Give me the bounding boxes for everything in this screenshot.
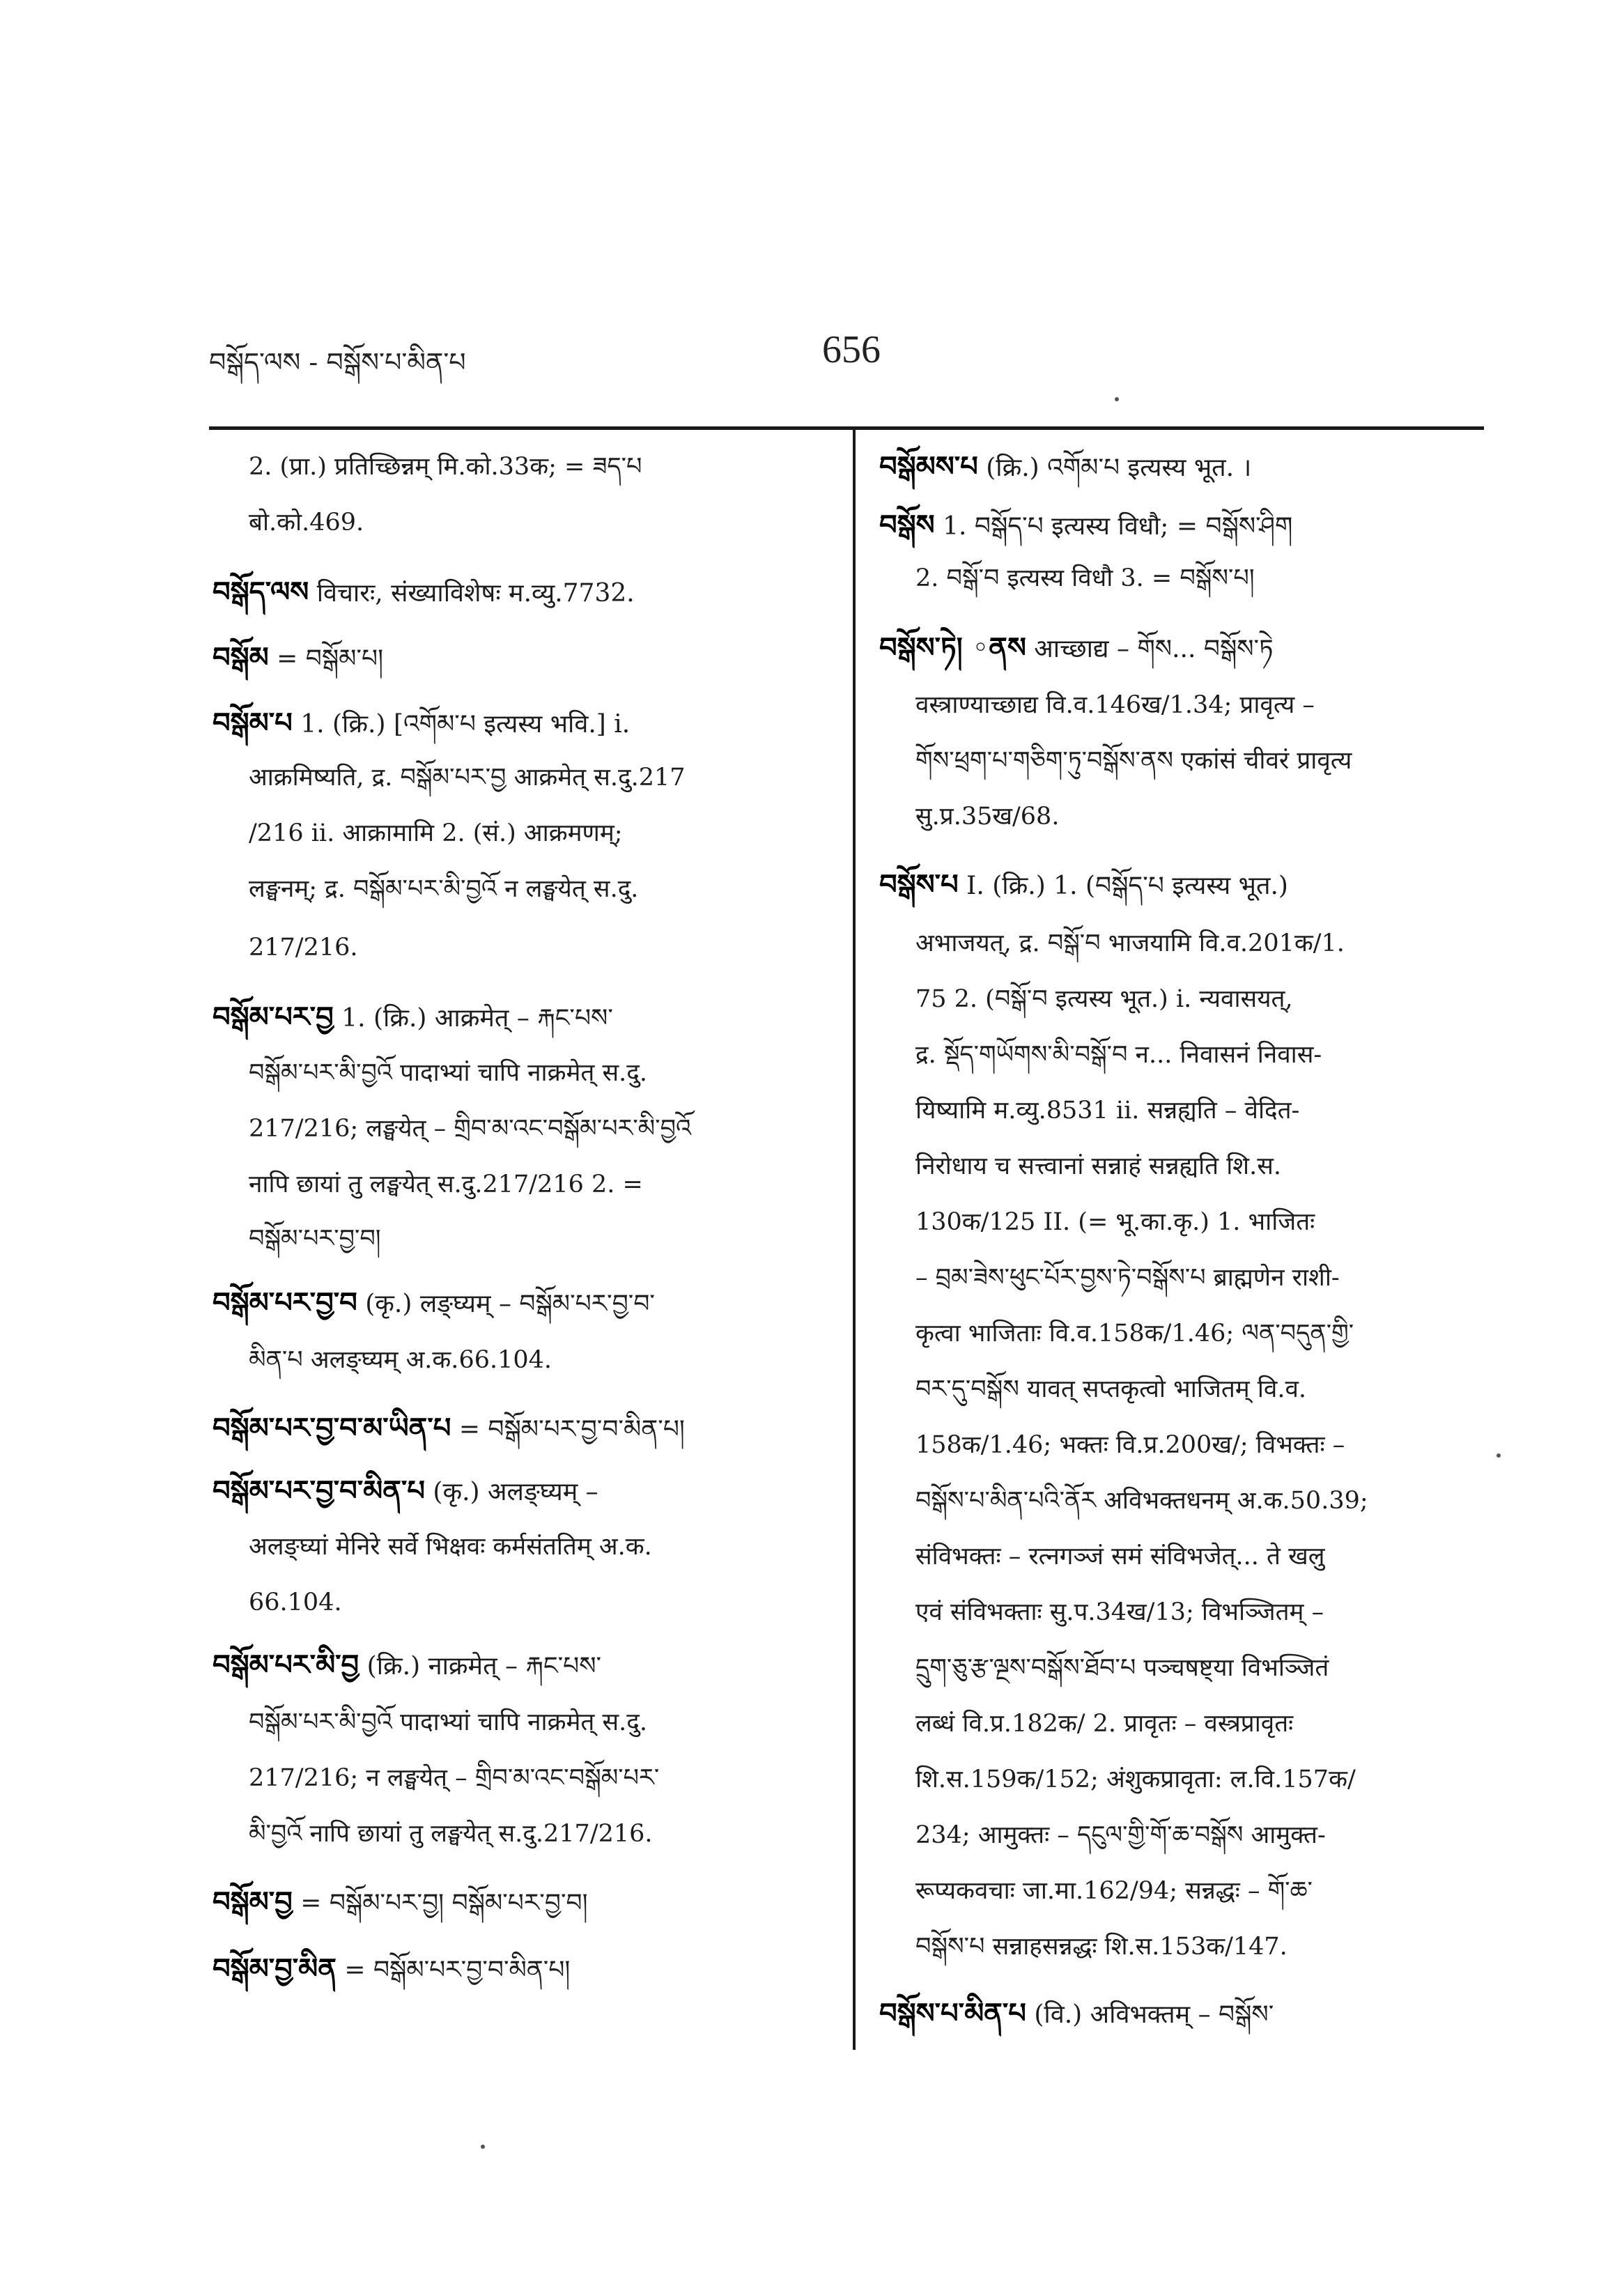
- entry-text: བསྒོས་པ सन्नाहसन्नद्धः शि.स.153क/147.: [915, 1933, 1287, 1961]
- entry-text: रूप्यकवचाः जा.मा.162/94; सन्नद्धः – གོ་ཆ་: [915, 1877, 1313, 1905]
- entry-text: གོས་ཕྲག་པ་གཅིག་ཏུ་བསྒོས་ནས एकांसं चीवरं प्रावृत्य: [915, 747, 1352, 775]
- entry-headword-line: [212, 1650, 601, 1682]
- entry-text-line: [915, 928, 1345, 959]
- entry-headword-line: [879, 870, 1288, 902]
- entry-text-line: [249, 1763, 659, 1793]
- entry-text: लब्धं वि.प्र.182क/ 2. प्रावृतः – वस्त्रप्रावृतः: [915, 1710, 1294, 1738]
- entry-text: लङ्घनम्; द्र. བསྒོམ་པར་མི་བྱའོ न लङ्घयेत् स.दु.: [249, 875, 639, 903]
- entry-text: མི་བྱའོ नापि छायां तु लङ्घयेत् स.दु.217/216.: [249, 1820, 653, 1848]
- entry-text: अभाजयत्, द्र. བསྒོ་བ भाजयामि वि.व.201क/1.: [915, 929, 1345, 957]
- entry-text-line: [249, 1113, 691, 1144]
- entry-text-line: [915, 1820, 1326, 1851]
- entry-text-line: [915, 1541, 1324, 1572]
- entry-text: 130क/125 II. (= भू.का.कृ.) 1. भाजितः: [915, 1208, 1315, 1236]
- entry-text: आक्रमिष्यति, द्र. བསྒོམ་པར་བྱ आक्रमेत् स.दु.217: [249, 764, 686, 792]
- entry-text: कृत्वा भाजिताः वि.व.158क/1.46; ལན་བདུན་གྱི་: [915, 1320, 1354, 1348]
- entry-text-line: [249, 1819, 653, 1849]
- entry-headword-line: [212, 1413, 685, 1445]
- entry-text: बो.को.469.: [249, 509, 364, 536]
- entry-text: མིན་པ अलङ्घ्यम् अ.क.66.104.: [249, 1346, 552, 1374]
- page-number: 656: [822, 328, 881, 371]
- entry-text: 217/216.: [249, 934, 358, 962]
- entry-text-line: [915, 801, 1059, 832]
- entry-headword-line: [879, 451, 1251, 484]
- entry-text: བར་དུ་བསྒོས यावत् सप्तकृत्वो भाजितम् वि.व.: [915, 1375, 1307, 1403]
- entry-text-line: [915, 1318, 1354, 1349]
- entry-headword-line: [212, 1002, 613, 1034]
- running-header: [209, 327, 1421, 383]
- entry-text: = བསྒོམ་པར་བྱ། བསྒོམ་པར་བྱ་བ།: [292, 1889, 588, 1917]
- entry-headword-line: [879, 510, 1292, 542]
- entry-text: शि.स.159क/152; अंशुकप्रावृता: ल.वि.157क/: [915, 1766, 1356, 1793]
- entry-text: 1. (क्रि.) [འགོམ་པ इत्यस्य भवि.] i.: [292, 710, 631, 739]
- entry-text-line: [915, 1263, 1340, 1293]
- margin-dot: [1497, 1453, 1501, 1458]
- entry-text: द्र. སྡོད་གཡོགས་མི་བསྒོ་བ न... निवासनं निवास-: [915, 1041, 1322, 1069]
- entry-text-line: [249, 1345, 552, 1375]
- entry-text: वस्त्राण्याच्छाद्य वि.व.146ख/1.34; प्रावृत्य –: [915, 691, 1315, 719]
- entry-text: सु.प्र.35ख/68.: [915, 803, 1060, 831]
- headword: བསྒོས་པ་མིན་པ: [879, 1997, 1026, 2030]
- column-divider: [853, 426, 856, 2050]
- entry-text: नापि छायां तु लङ्घयेत् स.दु.217/216 2. =: [249, 1171, 643, 1198]
- entry-text-line: [249, 451, 642, 482]
- entry-text-line: [915, 563, 1255, 594]
- entry-text-line: [249, 1058, 647, 1088]
- entry-text: 158क/1.46; भक्तः वि.प्र.200ख/; विभक्तः –: [915, 1431, 1345, 1459]
- entry-text: संविभक्तः – रत्नगञ्जं समं संविभजेत्... ते खलु: [915, 1543, 1325, 1570]
- entry-text-line: [249, 507, 364, 538]
- entry-text: བསྒོམ་པར་མི་བྱའོ पादाभ्यां चापि नाक्रमेत् स.दु.: [249, 1708, 647, 1736]
- header-rule: [209, 426, 1484, 430]
- entry-text-line: [249, 1223, 381, 1254]
- entry-headword-line: [879, 1998, 1274, 2030]
- entry-text-line: [915, 1095, 1299, 1126]
- headword: བསྒོམ་པར་བྱ་བ་མ་ཡིན་པ: [212, 1412, 451, 1444]
- entry-text-line: [915, 1597, 1324, 1628]
- running-head-range: བསྒོད་ལས - བསྒོས་པ་མིན་པ: [209, 347, 466, 378]
- headword: བསྒོམ་བྱ: [212, 1885, 293, 1918]
- entry-text: – བྲམ་ཟེས་ཕུང་པོར་བྱས་ཏེ་བསྒོས་པ ब्राह्मणेन राशी-: [915, 1264, 1340, 1292]
- entry-text: 217/216; लङ्घयेत् – གྲིབ་མ་འང་བསྒོམ་པར་མི་བྱའོ: [249, 1115, 692, 1143]
- headword: བསྒོམས་པ: [879, 450, 978, 483]
- entry-text-line: [915, 746, 1352, 776]
- entry-text-line: [249, 818, 623, 849]
- headword: བསྒོད་ལས: [212, 576, 309, 608]
- entry-text: विचारः, संख्याविशेषः म.व्यु.7732.: [309, 579, 635, 608]
- entry-text: (वि.) अविभक्तम् – བསྒོས་: [1026, 2000, 1274, 2029]
- entry-text-line: [249, 1707, 647, 1738]
- entry-text: (कृ.) लङ्घ्यम् – བསྒོམ་པར་བྱ་བ་: [357, 1290, 655, 1318]
- entry-text-line: [915, 1485, 1368, 1516]
- entry-text-line: [249, 1169, 643, 1200]
- entry-text-line: [915, 1653, 1329, 1683]
- entry-text: /216 ii. आक्रामामि 2. (सं.) आक्रमणम्;: [249, 819, 623, 847]
- entry-text: 217/216; न लङ्घयेत् – གྲིབ་མ་འང་བསྒོམ་པར་: [249, 1764, 660, 1792]
- headword: བསྒོམ་པར་བྱ་བ: [212, 1286, 357, 1319]
- entry-text-line: [915, 690, 1315, 720]
- entry-text-line: [249, 762, 686, 793]
- entry-text: = བསྒོམ་པར་བྱ་བ་མིན་པ།: [451, 1415, 685, 1444]
- entry-text: 66.104.: [249, 1589, 342, 1616]
- entry-text-line: [915, 1876, 1313, 1906]
- entry-text: (क्रि.) नाक्रमेत् – རྐང་པས་: [359, 1652, 602, 1681]
- entry-text: निरोधाय च सत्त्वानां सन्नाहं सन्नह्यति शि.स.: [915, 1152, 1282, 1180]
- entry-text: 75 2. (བསྒོ་བ इत्यस्य भूत.) i. न्यवासयत्,: [915, 985, 1293, 1013]
- entry-text: (क्रि.) འགོམ་པ इत्यस्य भूत. ।: [977, 454, 1252, 482]
- entry-text-line: [915, 1040, 1322, 1070]
- entry-text: I. (क्रि.) 1. (བསྒོད་པ इत्यस्य भूत.): [958, 872, 1288, 900]
- entry-text-line: [915, 1764, 1356, 1795]
- entry-text: 1. (क्रि.) आक्रमेत् – རྐང་པས་: [333, 1004, 613, 1033]
- entry-text-line: [915, 1430, 1345, 1460]
- entry-text-line: [915, 984, 1293, 1014]
- headword: བསྒོམ་པར་མི་བྱ: [212, 1649, 359, 1681]
- entry-text: བསྒོམ་པར་མི་བྱའོ पादाभ्यां चापि नाक्रमेत् स.दु.: [249, 1059, 647, 1087]
- entry-text: आच्छाद्य – གོས... བསྒོས་ཏེ: [1026, 635, 1274, 663]
- entry-text: 234; आमुक्तः – དངུལ་གྱི་གོ་ཆ་བསྒོས आमुक्त-: [915, 1821, 1326, 1849]
- margin-dot: [1115, 397, 1119, 401]
- entry-text: एवं संविभक्ताः सु.प.34ख/13; विभञ्जितम् –: [915, 1598, 1324, 1626]
- entry-headword-line: [212, 1288, 655, 1320]
- headword: བསྒོས་ཏེ། ◦ནས: [879, 631, 1026, 664]
- entry-text: བསྒོས་པ་མིན་པའི་ནོར अविभक्तधनम् अ.क.50.39;: [915, 1487, 1368, 1515]
- entry-text: 2. བསྒོ་བ इत्यस्य विधौ 3. = བསྒོས་པ།: [915, 564, 1255, 592]
- headword: བསྒོམ་པར་བྱ: [212, 1001, 334, 1033]
- headword: བསྒོམ་བྱ་མིན: [212, 1952, 337, 1985]
- entry-text-line: [915, 1151, 1281, 1182]
- margin-dot: [481, 2145, 485, 2149]
- entry-text: 1. བསྒོད་པ इत्यस्य विधौ; = བསྒོས་ཤིག: [934, 512, 1293, 541]
- entry-headword-line: [212, 1887, 588, 1919]
- entry-text-line: [915, 1931, 1287, 1962]
- entry-text: བསྒོམ་པར་བྱ་བ།: [249, 1225, 381, 1253]
- entry-text: = བསྒོམ་པར་བྱ་བ་མིན་པ།: [336, 1956, 571, 1984]
- entry-headword-line: [212, 1954, 570, 1986]
- entry-text: अलङ्घ्यां मेनिरे सर्वे भिक्षवः कर्मसंततिम् अ.क.: [249, 1533, 652, 1561]
- entry-text: དྲུག་ཅུ་རྩ་ལྔས་བསྒོས་ཐོབ་པ पञ्चषष्ट्या विभञ्जितं: [915, 1654, 1329, 1682]
- entry-headword-line: [212, 708, 630, 740]
- headword: བསྒོམ: [212, 641, 269, 674]
- headword: བསྒོས་པ: [879, 868, 959, 901]
- entry-text: = བསྒོམ་པ།: [268, 644, 384, 673]
- entry-text-line: [915, 1207, 1315, 1237]
- entry-text-line: [249, 1531, 652, 1562]
- entry-text-line: [249, 874, 638, 904]
- entry-text-line: [915, 1374, 1306, 1405]
- entry-text: 2. (प्रा.) प्रतिच्छिन्नम् मि.को.33क; = ཟད་པ: [249, 453, 642, 481]
- entry-headword-line: [212, 1476, 598, 1508]
- headword: བསྒོམ་པར་བྱ་བ་མིན་པ: [212, 1474, 425, 1507]
- entry-text-line: [915, 1708, 1293, 1739]
- entry-headword-line: [212, 577, 635, 609]
- entry-text-line: [249, 932, 358, 963]
- entry-text-line: [249, 1587, 342, 1618]
- entry-headword-line: [212, 642, 383, 674]
- headword: བསྒོས: [879, 509, 935, 541]
- entry-headword-line: [879, 633, 1274, 665]
- entry-text: यिष्यामि म.व्यु.8531 ii. सन्नह्यति – वेदित-: [915, 1097, 1300, 1125]
- headword: བསྒོམ་པ: [212, 707, 293, 739]
- entry-text: (कृ.) अलङ्घ्यम् –: [424, 1478, 598, 1506]
